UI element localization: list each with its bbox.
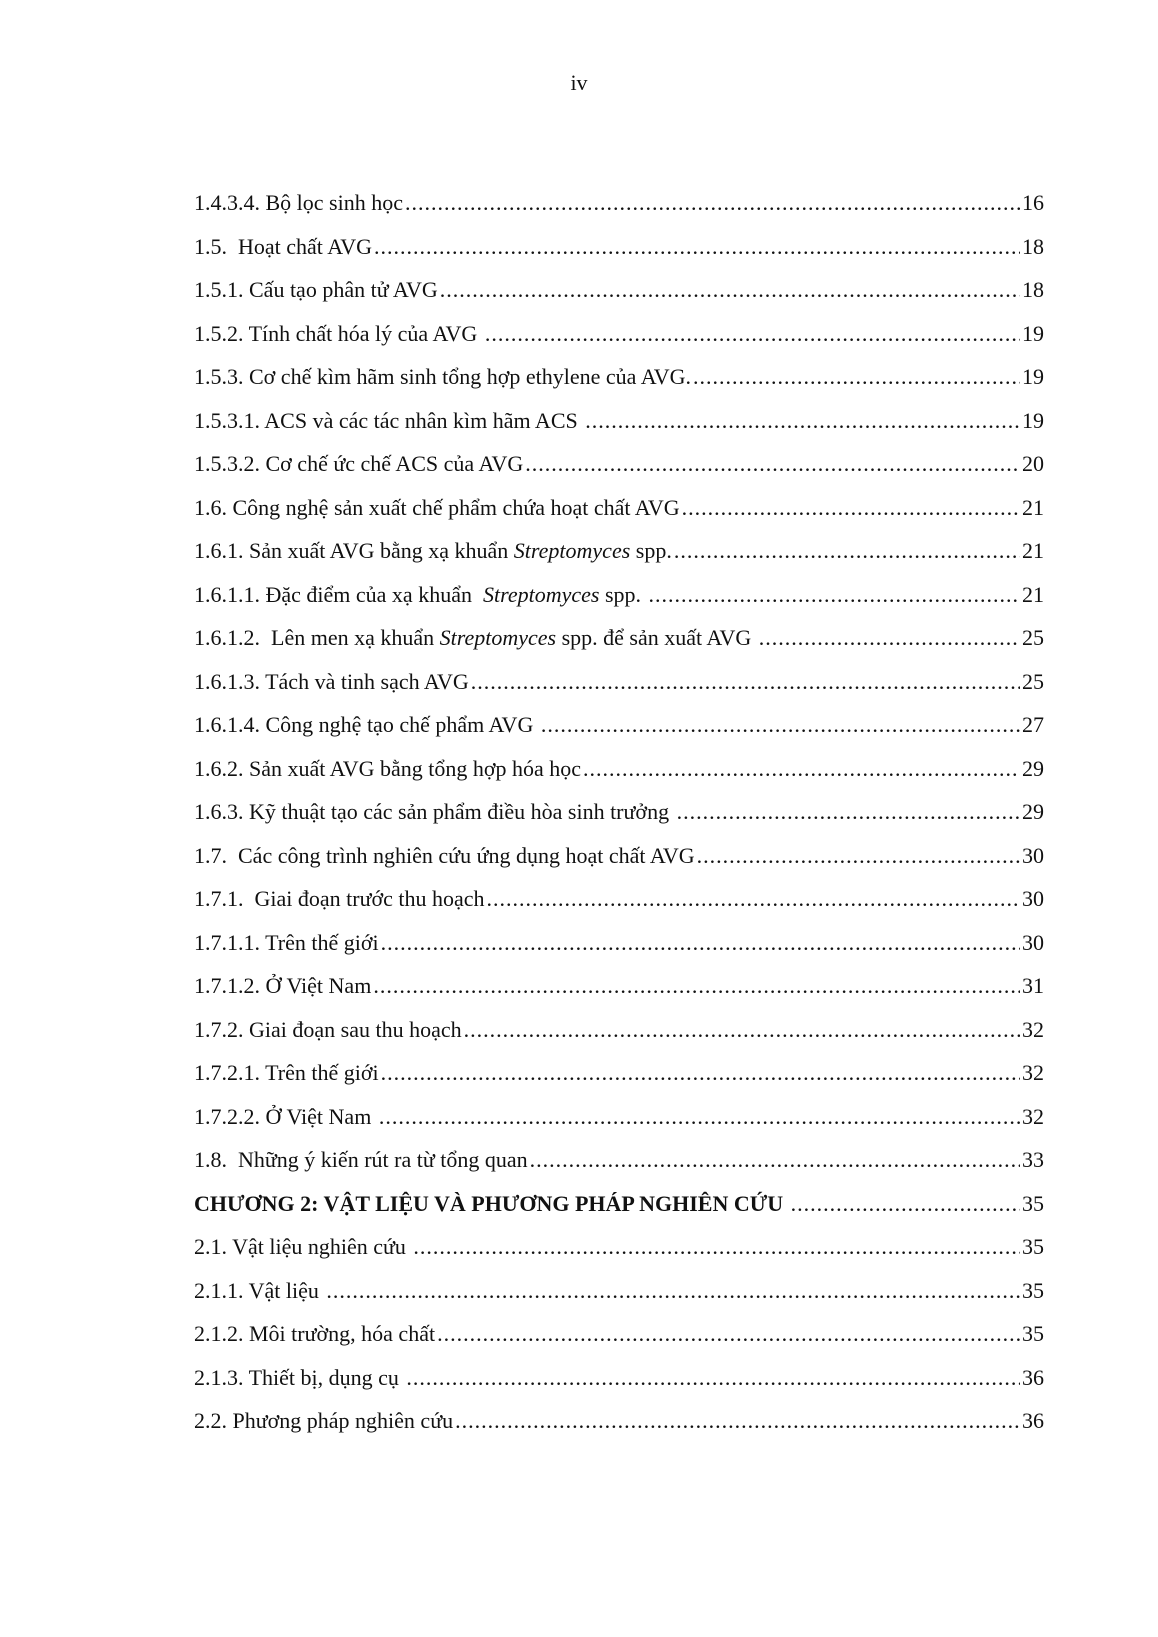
toc-entry-page: 32 (1022, 1060, 1044, 1085)
toc-entry-title: 1.5.1. Cấu tạo phân tử AVG (194, 277, 438, 302)
toc-entry-title: 1.7.1.2. Ở Việt Nam (194, 973, 372, 998)
toc-leader-dots (406, 1356, 1020, 1400)
toc-entry-page: 29 (1022, 799, 1044, 824)
toc-entry[interactable] (194, 877, 1044, 921)
toc-entry-page: 18 (1022, 277, 1044, 302)
toc-entry[interactable] (194, 268, 1044, 312)
toc-entry[interactable] (194, 834, 1044, 878)
toc-entry-title-italic: Streptomyces (439, 625, 557, 650)
toc-entry-page: 36 (1022, 1408, 1044, 1433)
toc-entry-title-italic: Streptomyces (482, 581, 600, 607)
toc-entry-title: 1.4.3.4. Bộ lọc sinh học (194, 190, 403, 215)
toc-entry-title-text: 1.6.1.2. Lên men xạ khuẩn (194, 625, 440, 650)
toc-entry-page: 18 (1022, 233, 1044, 259)
toc-entry-page: 35 (1022, 1234, 1044, 1259)
toc-entry-title-text: spp. để sản xuất AVG (556, 625, 757, 650)
toc-leader-dots (379, 1095, 1020, 1139)
toc-entry-page: 20 (1022, 451, 1044, 476)
toc-entry-page: 25 (1022, 668, 1044, 694)
toc-entry-page: 21 (1022, 494, 1044, 520)
toc-entry-title-text: spp. (599, 581, 647, 607)
toc-entry-title: 2.2. Phương pháp nghiên cứu (194, 1408, 454, 1433)
toc-entry-title-italic: Streptomyces (513, 538, 631, 563)
toc-entry[interactable] (194, 573, 1044, 617)
toc-leader-dots (413, 1225, 1020, 1269)
toc-entry-title: 1.5.3.2. Cơ chế ức chế ACS của AVG (194, 451, 524, 476)
toc-entry[interactable] (194, 1399, 1044, 1443)
toc-leader-dots (471, 660, 1020, 704)
toc-leader-dots (464, 1008, 1020, 1052)
toc-entry[interactable] (194, 921, 1044, 965)
toc-leader-dots (405, 181, 1020, 225)
toc-entry[interactable] (194, 1312, 1044, 1356)
toc-entry-page: 19 (1022, 320, 1044, 346)
toc-entry-page: 21 (1022, 538, 1044, 563)
toc-entry-title: 1.7. Các công trình nghiên cứu ứng dụng hoạt chất AVG (194, 842, 695, 868)
toc-entry[interactable] (194, 660, 1044, 704)
toc-leader-dots (530, 1138, 1020, 1182)
toc-leader-dots (682, 486, 1020, 530)
toc-entry-title: 1.6.2. Sản xuất AVG bằng tổng hợp hóa học (194, 755, 582, 781)
toc-entry-title: 1.5.3. Cơ chế kìm hãm sinh tổng hợp ethylene của AVG. (194, 364, 692, 389)
toc-entry-title (194, 529, 672, 573)
toc-entry-page: 19 (1022, 364, 1044, 389)
toc-leader-dots (791, 1182, 1020, 1226)
toc-entry[interactable] (194, 790, 1044, 834)
toc-entry[interactable] (194, 964, 1044, 1008)
toc-entry-title (194, 616, 757, 660)
toc-leader-dots (381, 1051, 1020, 1095)
toc-entry[interactable] (194, 1225, 1044, 1269)
toc-entry-title: 2.1. Vật liệu nghiên cứu (194, 1234, 412, 1259)
toc-entry[interactable] (194, 225, 1044, 269)
toc-entry[interactable] (194, 442, 1044, 486)
toc-leader-dots (583, 747, 1020, 791)
toc-entry[interactable] (194, 1095, 1044, 1139)
toc-entry[interactable] (194, 529, 1044, 573)
toc-entry-page: 32 (1022, 1016, 1044, 1042)
toc-entry[interactable] (194, 1051, 1044, 1095)
toc-entry[interactable] (194, 747, 1044, 791)
toc-leader-dots (541, 703, 1020, 747)
toc-entry[interactable] (194, 1138, 1044, 1182)
toc-entry-title: 1.6.1.4. Công nghệ tạo chế phẩm AVG (194, 712, 539, 737)
toc-entry-title: 1.7.1.1. Trên thế giới (194, 929, 379, 955)
toc-entry[interactable] (194, 399, 1044, 443)
toc-leader-dots (649, 573, 1020, 617)
toc-leader-dots (440, 268, 1020, 312)
toc-entry-page: 36 (1022, 1364, 1044, 1390)
toc-entry-page: 30 (1022, 886, 1044, 911)
toc-leader-dots (693, 355, 1020, 399)
toc-entry[interactable] (194, 312, 1044, 356)
toc-leader-dots (373, 964, 1020, 1008)
toc-leader-dots (326, 1269, 1020, 1313)
toc-entry-page: 25 (1022, 625, 1044, 650)
toc-entry-title: 1.8. Những ý kiến rút ra từ tổng quan (194, 1147, 528, 1172)
toc-leader-dots (381, 921, 1020, 965)
toc-entry-page: 33 (1022, 1147, 1044, 1172)
toc-leader-dots (759, 616, 1020, 660)
toc-entry-title: 1.5. Hoạt chất AVG (194, 233, 373, 259)
toc-leader-dots (585, 399, 1020, 443)
toc-entry-title-text: 1.6.1.1. Đặc điểm của xạ khuẩn (194, 581, 483, 607)
toc-entry[interactable] (194, 616, 1044, 660)
toc-entry-page: 21 (1022, 581, 1044, 607)
toc-entry-page: 30 (1022, 929, 1044, 955)
toc-entry-page: 19 (1022, 407, 1044, 433)
toc-entry-page: 35 (1022, 1277, 1044, 1303)
toc-entry[interactable] (194, 1008, 1044, 1052)
toc-entry-title (194, 573, 647, 617)
toc-entry-title-text: spp. (630, 538, 672, 563)
toc-entry-page: 35 (1022, 1190, 1044, 1216)
toc-entry-title: 1.5.3.1. ACS và các tác nhân kìm hãm ACS (194, 407, 584, 433)
toc-entry[interactable] (194, 703, 1044, 747)
toc-entry[interactable] (194, 1269, 1044, 1313)
toc-entry-title: 1.7.1. Giai đoạn trước thu hoạch (194, 886, 485, 911)
toc-entry-page: 35 (1022, 1321, 1044, 1346)
toc-leader-dots (374, 225, 1020, 269)
toc-leader-dots (697, 834, 1020, 878)
toc-entry-title: 1.7.2.2. Ở Việt Nam (194, 1103, 377, 1129)
toc-entry-page: 16 (1022, 190, 1044, 215)
toc-entry[interactable] (194, 1356, 1044, 1400)
toc-entry-title: 1.6.1.3. Tách và tinh sạch AVG (194, 668, 469, 694)
page-number: iv (570, 70, 588, 95)
toc-entry-page: 32 (1022, 1103, 1044, 1129)
toc-leader-dots (485, 312, 1020, 356)
toc-leader-dots (487, 877, 1020, 921)
toc-leader-dots (455, 1399, 1020, 1443)
toc-entry-page: 29 (1022, 755, 1044, 781)
toc-entry-page: 31 (1022, 973, 1044, 998)
toc-entry-title: 2.1.2. Môi trường, hóa chất (194, 1321, 436, 1346)
toc-leader-dots (674, 529, 1020, 573)
toc-entry[interactable] (194, 355, 1044, 399)
table-of-contents (194, 181, 1044, 1443)
toc-entry-title: 1.6.3. Kỹ thuật tạo các sản phẩm điều hòa sinh trưởng (194, 799, 675, 824)
toc-entry-title: 1.5.2. Tính chất hóa lý của AVG (194, 320, 483, 346)
toc-entry-page: 27 (1022, 712, 1044, 737)
toc-entry-title-text: 1.6.1. Sản xuất AVG bằng xạ khuẩn (194, 538, 514, 563)
toc-leader-dots (437, 1312, 1020, 1356)
toc-leader-dots (677, 790, 1020, 834)
toc-entry-title: 1.7.2. Giai đoạn sau thu hoạch (194, 1016, 462, 1042)
toc-entry-page: 30 (1022, 842, 1044, 868)
toc-leader-dots (525, 442, 1020, 486)
toc-entry-title: 2.1.3. Thiết bị, dụng cụ (194, 1364, 405, 1390)
toc-chapter-entry[interactable] (194, 1182, 1044, 1226)
toc-entry-title: 2.1.1. Vật liệu (194, 1277, 325, 1303)
toc-entry[interactable] (194, 486, 1044, 530)
toc-entry[interactable] (194, 181, 1044, 225)
toc-entry-title: 1.6. Công nghệ sản xuất chế phẩm chứa hoạt chất AVG (194, 494, 680, 520)
toc-chapter-title: CHƯƠNG 2: VẬT LIỆU VÀ PHƯƠNG PHÁP NGHIÊN CỨU (194, 1190, 789, 1216)
toc-entry-title: 1.7.2.1. Trên thế giới (194, 1060, 379, 1085)
